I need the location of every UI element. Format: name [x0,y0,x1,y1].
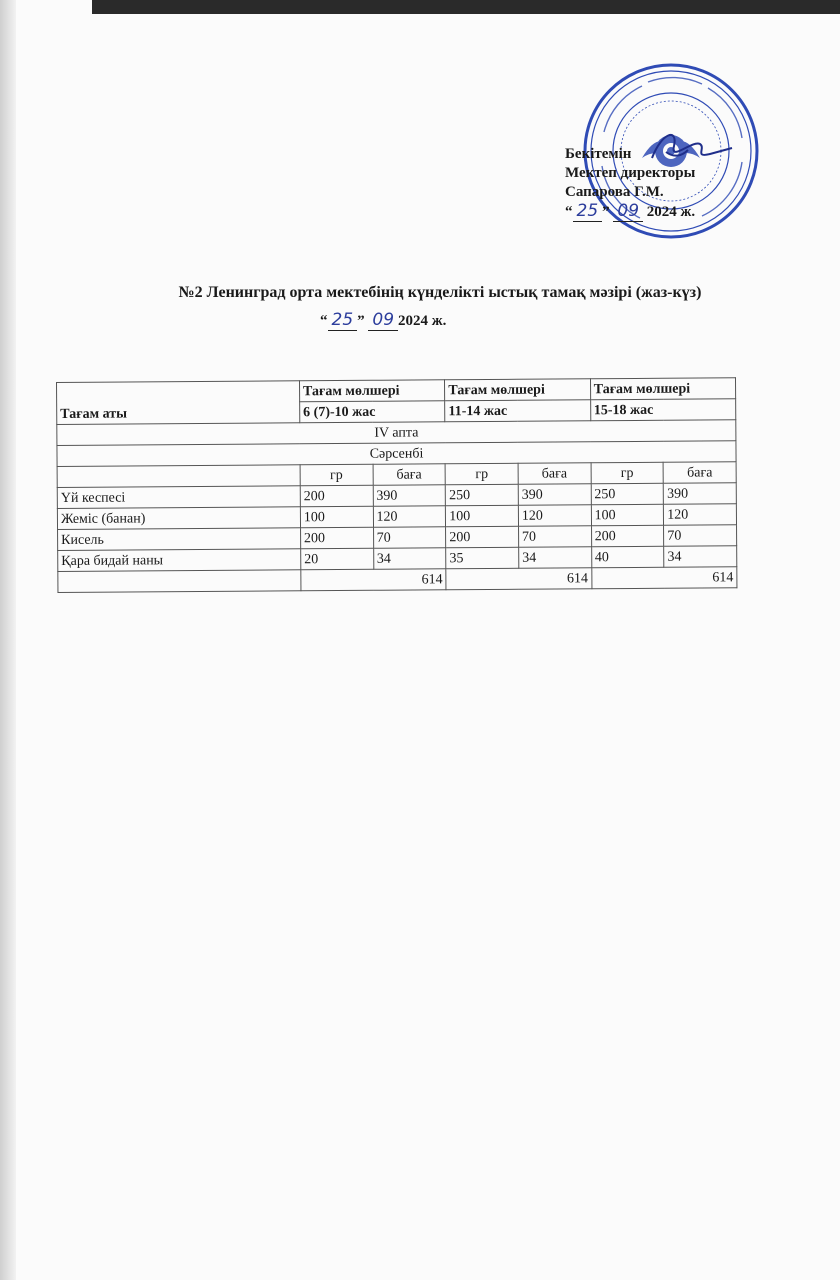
dish-name: Кисель [58,528,301,551]
price-2: 390 [518,484,591,506]
unit-price-1: баға [373,464,446,486]
scan-edge-left [0,0,16,1280]
approval-date-year: 2024 ж. [646,204,696,220]
grams-1: 20 [301,548,374,570]
document-date-month: 09 [368,310,398,331]
grams-3: 100 [591,504,664,526]
document-date-open: “ [320,313,328,329]
grams-2: 100 [446,505,519,527]
header-age-1: 6 (7)-10 жас [300,401,445,423]
grams-1: 200 [300,485,373,507]
grams-1: 200 [300,527,373,549]
dish-name: Үй кеспесі [57,486,300,509]
price-3: 34 [664,546,737,568]
document-date-day: 25 [328,310,358,331]
total-3: 614 [591,567,737,589]
approval-date [565,202,775,222]
approval-name: Сапарова Г.М. [565,184,664,200]
dish-name: Жеміс (банан) [57,507,300,530]
price-3: 120 [664,504,737,526]
price-2: 70 [518,526,591,548]
price-3: 70 [664,525,737,547]
approval-heading: Бекітемін [565,146,632,162]
header-age-2: 11-14 жас [445,400,590,422]
unit-gr-2: гр [445,463,518,485]
grams-3: 250 [591,483,664,505]
approval-block [565,145,775,222]
day-label: Сәрсенбі [57,441,736,467]
approval-date-open: “ [565,204,573,220]
menu-table [56,377,737,593]
header-age-3: 15-18 жас [590,399,736,421]
approval-date-month: 09 [613,201,643,222]
price-2: 120 [518,505,591,527]
approval-position: Мектеп директоры [565,165,696,181]
header-portion-1: Тағам мөлшері [299,380,444,402]
total-1: 614 [301,569,446,591]
totals-empty [58,570,301,593]
unit-gr-3: гр [591,462,664,484]
grams-2: 35 [446,547,519,569]
approval-date-mid: ” [602,204,610,220]
approval-date-day: 25 [573,201,603,222]
units-empty [57,465,300,488]
grams-3: 200 [591,525,664,547]
grams-2: 200 [446,526,519,548]
header-portion-3: Тағам мөлшері [590,378,736,400]
dish-name: Қара бидай наны [58,549,301,572]
price-2: 34 [519,547,592,569]
grams-2: 250 [445,484,518,506]
price-1: 390 [373,485,446,507]
unit-gr-1: гр [300,464,373,486]
week-label: IV апта [57,420,736,446]
document-title: №2 Ленинград орта мектебінің күнделікті ыстық тамақ мәзірі (жаз-күз) [178,284,702,301]
scan-edge-top [92,0,840,14]
price-1: 34 [373,548,446,570]
document-date-mid: ” [357,313,365,329]
unit-price-3: баға [663,462,736,484]
grams-1: 100 [300,506,373,528]
price-3: 390 [663,483,736,505]
header-name: Тағам аты [57,381,300,425]
price-1: 70 [373,527,446,549]
price-1: 120 [373,506,446,528]
header-portion-2: Тағам мөлшері [445,379,590,401]
total-2: 614 [446,568,591,590]
totals-row [58,567,737,593]
unit-price-2: баға [518,463,591,485]
document-date [320,310,620,330]
document-date-year: 2024 ж. [398,313,447,329]
grams-3: 40 [591,546,664,568]
